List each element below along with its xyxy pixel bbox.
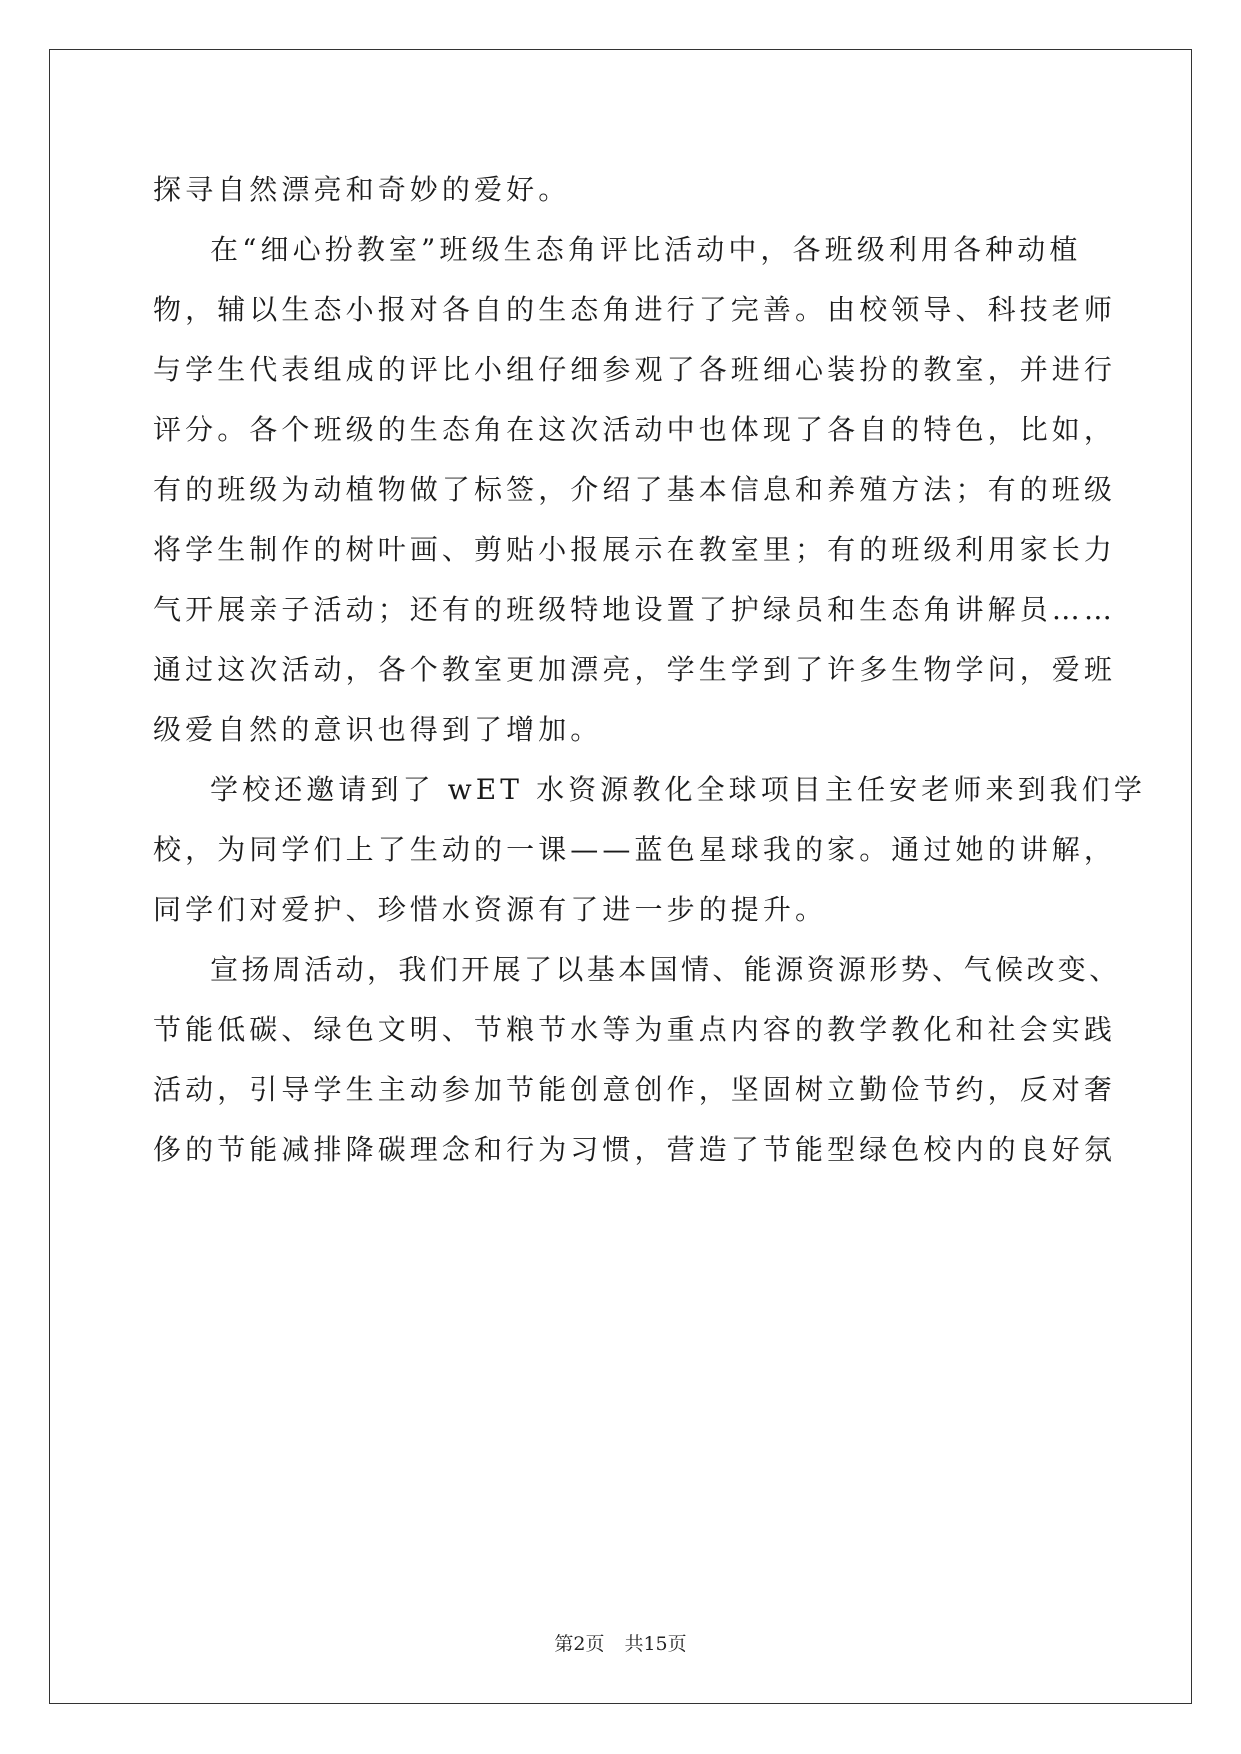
text-line: 级爱自然的意识也得到了增加。 <box>153 713 603 746</box>
text-line: 探寻自然漂亮和奇妙的爱好。 <box>153 173 571 206</box>
text-line: 气开展亲子活动；还有的班级特地设置了护绿员和生态角讲解员…… <box>153 593 1117 626</box>
text-line: 与学生代表组成的评比小组仔细参观了各班细心装扮的教室，并进行 <box>153 353 1117 386</box>
text-line: 侈的节能减排降碳理念和行为习惯，营造了节能型绿色校内的良好氛 <box>153 1133 1117 1166</box>
page-number: 第2页 <box>554 1633 605 1655</box>
paragraph-start-line: 宣扬周活动，我们开展了以基本国情、能源资源形势、气候改变、 <box>210 953 1121 986</box>
text-line: 有的班级为动植物做了标签，介绍了基本信息和养殖方法；有的班级 <box>153 473 1117 506</box>
text-line: 物，辅以生态小报对各自的生态角进行了完善。由校领导、科技老师 <box>153 293 1117 326</box>
page-total: 共15页 <box>624 1633 687 1655</box>
document-body <box>153 160 1146 1180</box>
page-footer <box>0 1632 1241 1656</box>
text-line: 校，为同学们上了生动的一课——蓝色星球我的家。通过她的讲解， <box>153 833 1117 866</box>
text-line: 活动，引导学生主动参加节能创意创作，坚固树立勤俭节约，反对奢 <box>153 1073 1117 1106</box>
text-line: 通过这次活动，各个教室更加漂亮，学生学到了许多生物学问，爱班 <box>153 653 1117 686</box>
text-line: 节能低碳、绿色文明、节粮节水等为重点内容的教学教化和社会实践 <box>153 1013 1117 1046</box>
paragraph-start-line: 在“细心扮教室”班级生态角评比活动中，各班级利用各种动植 <box>210 233 1082 266</box>
text-line: 评分。各个班级的生态角在这次活动中也体现了各自的特色，比如， <box>153 413 1117 446</box>
text-line: 将学生制作的树叶画、剪贴小报展示在教室里；有的班级利用家长力 <box>153 533 1117 566</box>
text-line: 同学们对爱护、珍惜水资源有了进一步的提升。 <box>153 893 828 926</box>
paragraph-start-line: 学校还邀请到了 wET 水资源教化全球项目主任安老师来到我们学 <box>210 773 1146 806</box>
